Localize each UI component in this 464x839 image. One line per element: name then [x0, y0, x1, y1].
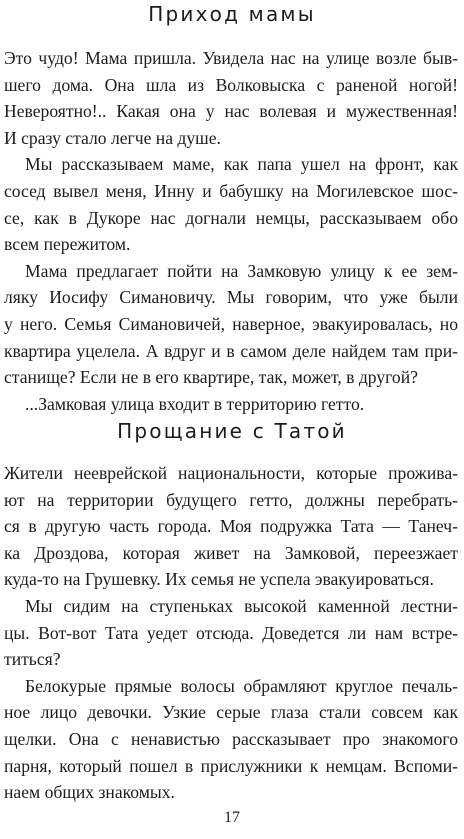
text-line: ...Замковая улица входит в территорию гетто. — [25, 393, 365, 414]
text-line: Жители нееврейской национальности, которые прожива- — [4, 463, 458, 483]
text-line: ка Дроздова, которая живет на Замковой, переезжает — [4, 542, 458, 563]
section-title-farewell: Прощание с Татой — [117, 419, 347, 443]
text-line: ют на территории будущего гетто, должны перебрать- — [4, 489, 458, 510]
text-line: ное лицо девочки. Узкие серые глаза стали совсем как — [4, 702, 458, 723]
text-line: Это чудо! Мама пришла. Увидела нас на улице возле быв- — [4, 48, 458, 68]
text-line: ся в другую часть города. Моя подружка Тата — Танеч- — [4, 516, 458, 537]
text-line: се, как в Дукоре нас догнали немцы, рассказываем обо — [4, 207, 458, 228]
text-line: цы. Вот-вот Тата уедет отсюда. Доведется ли нам встре- — [4, 622, 458, 643]
text-line: у него. Семья Симановичей, наверное, эвакуировалась, но — [4, 313, 458, 334]
text-line: И сразу стало легче на душе. — [4, 127, 221, 148]
section-body-arrival — [4, 45, 458, 417]
section-body-farewell — [4, 460, 458, 806]
text-line: квартира уцелела. А вдруг и в самом деле найдем там при- — [4, 340, 458, 361]
text-line: сосед вывел меня, Инну и бабушку на Могилевское шос- — [4, 180, 458, 201]
text-line: щелки. Она с ненавистью рассказывает про знакомого — [4, 728, 458, 749]
section-title-arrival: Приход мамы — [148, 2, 316, 26]
text-line: наем общих знакомых. — [4, 782, 175, 803]
page-number: 17 — [224, 809, 240, 826]
text-line: Мы сидим на ступеньках высокой каменной лестни- — [25, 595, 458, 616]
text-line: шего дома. Она шла из Волковыска с раненой ногой! — [4, 74, 458, 95]
text-line: ляку Иосифу Симановичу. Мы говорим, что уже были — [4, 287, 458, 308]
text-line: Мама предлагает пойти на Замковую улицу к ее зем- — [25, 260, 458, 281]
text-line: станище? Если не в его квартире, так, может, в другой? — [4, 367, 418, 388]
text-line: парня, который пошел в прислужники к немцам. Вспоми- — [4, 755, 458, 776]
text-line: Невероятно!.. Какая она у нас волевая и мужественная! — [4, 101, 458, 122]
text-line: титься? — [4, 649, 61, 670]
text-line: всем пережитом. — [4, 234, 131, 255]
text-line: куда-то на Грушевку. Их семья не успела эвакуироваться. — [4, 569, 434, 590]
text-line: Мы рассказываем маме, как папа ушел на фронт, как — [25, 154, 458, 175]
text-line: Белокурые прямые волосы обрамляют круглое печаль- — [25, 675, 458, 696]
